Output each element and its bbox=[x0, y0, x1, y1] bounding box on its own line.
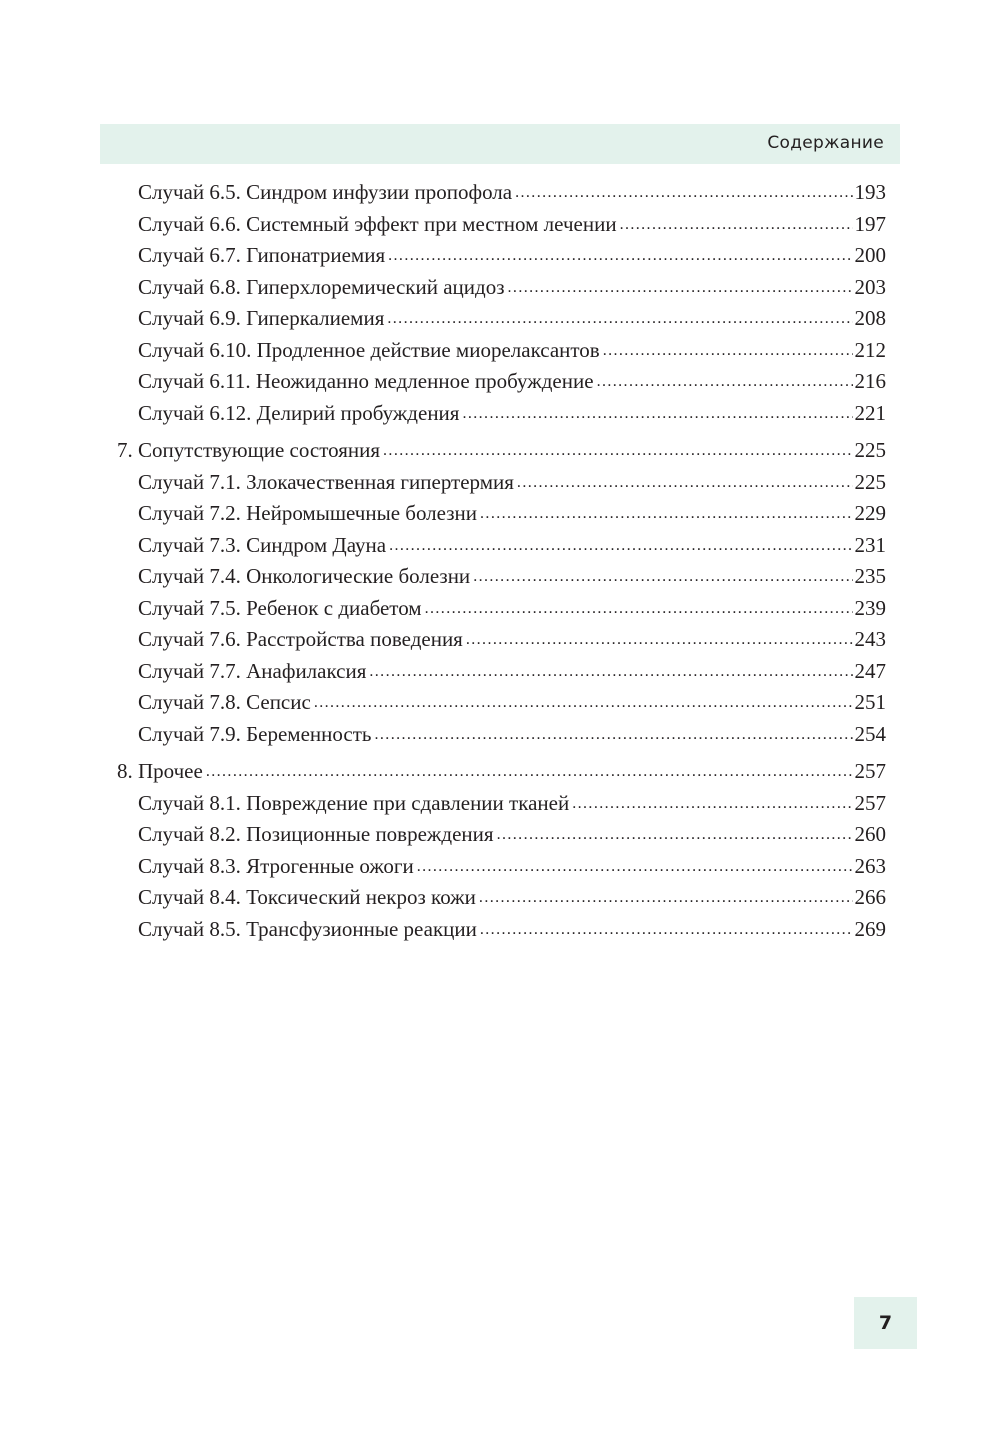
toc-entry[interactable] bbox=[138, 656, 886, 688]
toc-entry-page: 193 bbox=[854, 180, 886, 204]
toc-entry[interactable] bbox=[138, 303, 886, 335]
toc-entry-title: Случай 6.9. Гиперкалиемия bbox=[138, 306, 385, 330]
dot-leader bbox=[572, 788, 852, 820]
toc-entry-title: Случай 6.11. Неожиданно медленное пробуждение bbox=[138, 369, 594, 393]
toc-entry-title: Случай 8.5. Трансфузионные реакции bbox=[138, 916, 477, 941]
dot-leader bbox=[603, 335, 853, 367]
toc-entry[interactable] bbox=[138, 914, 886, 946]
toc-entry[interactable] bbox=[138, 240, 886, 272]
toc-entry[interactable] bbox=[138, 467, 886, 499]
dot-leader bbox=[480, 498, 852, 530]
dot-leader bbox=[497, 819, 853, 851]
toc-entry-page: 216 bbox=[854, 369, 886, 393]
toc-entry-title: Случай 6.10. Продленное действие миорелаксантов bbox=[138, 337, 600, 362]
toc-entry-page: 235 bbox=[854, 564, 886, 588]
toc-entry[interactable] bbox=[138, 882, 886, 914]
toc-entry-title: Случай 8.4. Токсический некроз кожи bbox=[138, 885, 476, 909]
toc-entry-page: 212 bbox=[854, 337, 886, 362]
toc-entry[interactable] bbox=[138, 272, 886, 304]
toc-entry[interactable] bbox=[138, 593, 886, 625]
dot-leader bbox=[462, 398, 852, 430]
toc-entry[interactable] bbox=[138, 624, 886, 656]
toc-entry-title: Случай 7.7. Анафилаксия bbox=[138, 658, 367, 683]
toc-entry-title: Случай 7.2. Нейромышечные болезни bbox=[138, 501, 478, 525]
running-header bbox=[100, 124, 900, 164]
toc-entry-title: Случай 6.12. Делирий пробуждения bbox=[138, 400, 460, 425]
dot-leader bbox=[517, 467, 853, 499]
dot-leader bbox=[375, 719, 853, 751]
page-number: 7 bbox=[878, 1312, 893, 1334]
toc-entry-page: 266 bbox=[854, 885, 886, 909]
toc-entry-title: Случай 6.6. Системный эффект при местном лечении bbox=[138, 211, 617, 236]
toc-entry-title: Случай 8.2. Позиционные повреждения bbox=[138, 822, 494, 846]
toc-entry-page: 229 bbox=[854, 501, 886, 525]
dot-leader bbox=[387, 303, 852, 335]
toc-entry-title: Случай 7.6. Расстройства поведения bbox=[138, 627, 463, 651]
toc-entry-page: 260 bbox=[854, 822, 886, 846]
toc-chapter-page: 257 bbox=[854, 759, 886, 783]
running-header-title: Содержание bbox=[767, 133, 884, 153]
toc-entry-page: 239 bbox=[854, 595, 886, 620]
dot-leader bbox=[508, 272, 853, 304]
toc-entry-page: 263 bbox=[854, 853, 886, 878]
dot-leader bbox=[473, 561, 852, 593]
toc-entry-title: Случай 7.8. Сепсис bbox=[138, 690, 311, 714]
toc-entry[interactable] bbox=[138, 177, 886, 209]
toc-entry-page: 254 bbox=[854, 721, 886, 746]
page-number-box bbox=[854, 1297, 917, 1349]
dot-leader bbox=[425, 593, 853, 625]
toc-entry[interactable] bbox=[138, 819, 886, 851]
toc-entry-title: Случай 6.5. Синдром инфузии пропофола bbox=[138, 180, 513, 204]
toc-entry-page: 231 bbox=[854, 532, 886, 557]
toc-entry-title: Случай 7.9. Беременность bbox=[138, 721, 372, 746]
toc-entry[interactable] bbox=[138, 366, 886, 398]
toc-entry-page: 203 bbox=[854, 274, 886, 299]
toc-entry-title: Случай 8.3. Ятрогенные ожоги bbox=[138, 853, 414, 878]
toc-entry-page: 251 bbox=[854, 690, 886, 714]
dot-leader bbox=[417, 851, 853, 883]
toc-entry[interactable] bbox=[138, 530, 886, 562]
dot-leader bbox=[466, 624, 853, 656]
toc-entry-page: 269 bbox=[854, 916, 886, 941]
toc-entry[interactable] bbox=[138, 398, 886, 430]
dot-leader bbox=[480, 914, 853, 946]
dot-leader bbox=[383, 435, 852, 467]
toc-entry[interactable] bbox=[138, 719, 886, 751]
toc-entry[interactable] bbox=[138, 851, 886, 883]
dot-leader bbox=[369, 656, 852, 688]
toc-entry[interactable] bbox=[138, 335, 886, 367]
dot-leader bbox=[388, 240, 852, 272]
toc-entry[interactable] bbox=[138, 788, 886, 820]
dot-leader bbox=[479, 882, 853, 914]
toc-entry-page: 225 bbox=[854, 469, 886, 494]
toc-entry[interactable] bbox=[138, 561, 886, 593]
toc-chapter-7[interactable] bbox=[117, 435, 886, 467]
toc-chapter-8[interactable] bbox=[117, 756, 886, 788]
toc-entry[interactable] bbox=[138, 687, 886, 719]
toc-entry-page: 247 bbox=[854, 658, 886, 683]
toc-entry-page: 200 bbox=[854, 243, 886, 267]
dot-leader bbox=[389, 530, 852, 562]
dot-leader bbox=[515, 177, 852, 209]
toc-chapter-page: 225 bbox=[854, 438, 886, 462]
toc-entry-title: Случай 8.1. Повреждение при сдавлении тканей bbox=[138, 790, 570, 815]
toc-entry-page: 221 bbox=[854, 400, 886, 425]
toc-entry-title: Случай 7.4. Онкологические болезни bbox=[138, 564, 471, 588]
toc-entry-page: 208 bbox=[854, 306, 886, 330]
toc-entry-title: Случай 6.7. Гипонатриемия bbox=[138, 243, 386, 267]
toc-entry-title: Случай 7.3. Синдром Дауна bbox=[138, 532, 387, 557]
toc-chapter-title: 7. Сопутствующие состояния bbox=[117, 438, 381, 462]
dot-leader bbox=[597, 366, 853, 398]
toc-entry-title: Случай 7.1. Злокачественная гипертермия bbox=[138, 469, 514, 494]
dot-leader bbox=[314, 687, 853, 719]
toc-entry[interactable] bbox=[138, 498, 886, 530]
dot-leader bbox=[206, 756, 853, 788]
toc-entry-title: Случай 6.8. Гиперхлоремический ацидоз bbox=[138, 274, 505, 299]
toc-entry-page: 243 bbox=[854, 627, 886, 651]
toc-entry-title: Случай 7.5. Ребенок с диабетом bbox=[138, 595, 422, 620]
toc-entry[interactable] bbox=[138, 209, 886, 241]
dot-leader bbox=[620, 209, 853, 241]
toc-entry-page: 197 bbox=[854, 211, 886, 236]
toc-entry-page: 257 bbox=[854, 790, 886, 815]
toc-chapter-title: 8. Прочее bbox=[117, 759, 203, 783]
